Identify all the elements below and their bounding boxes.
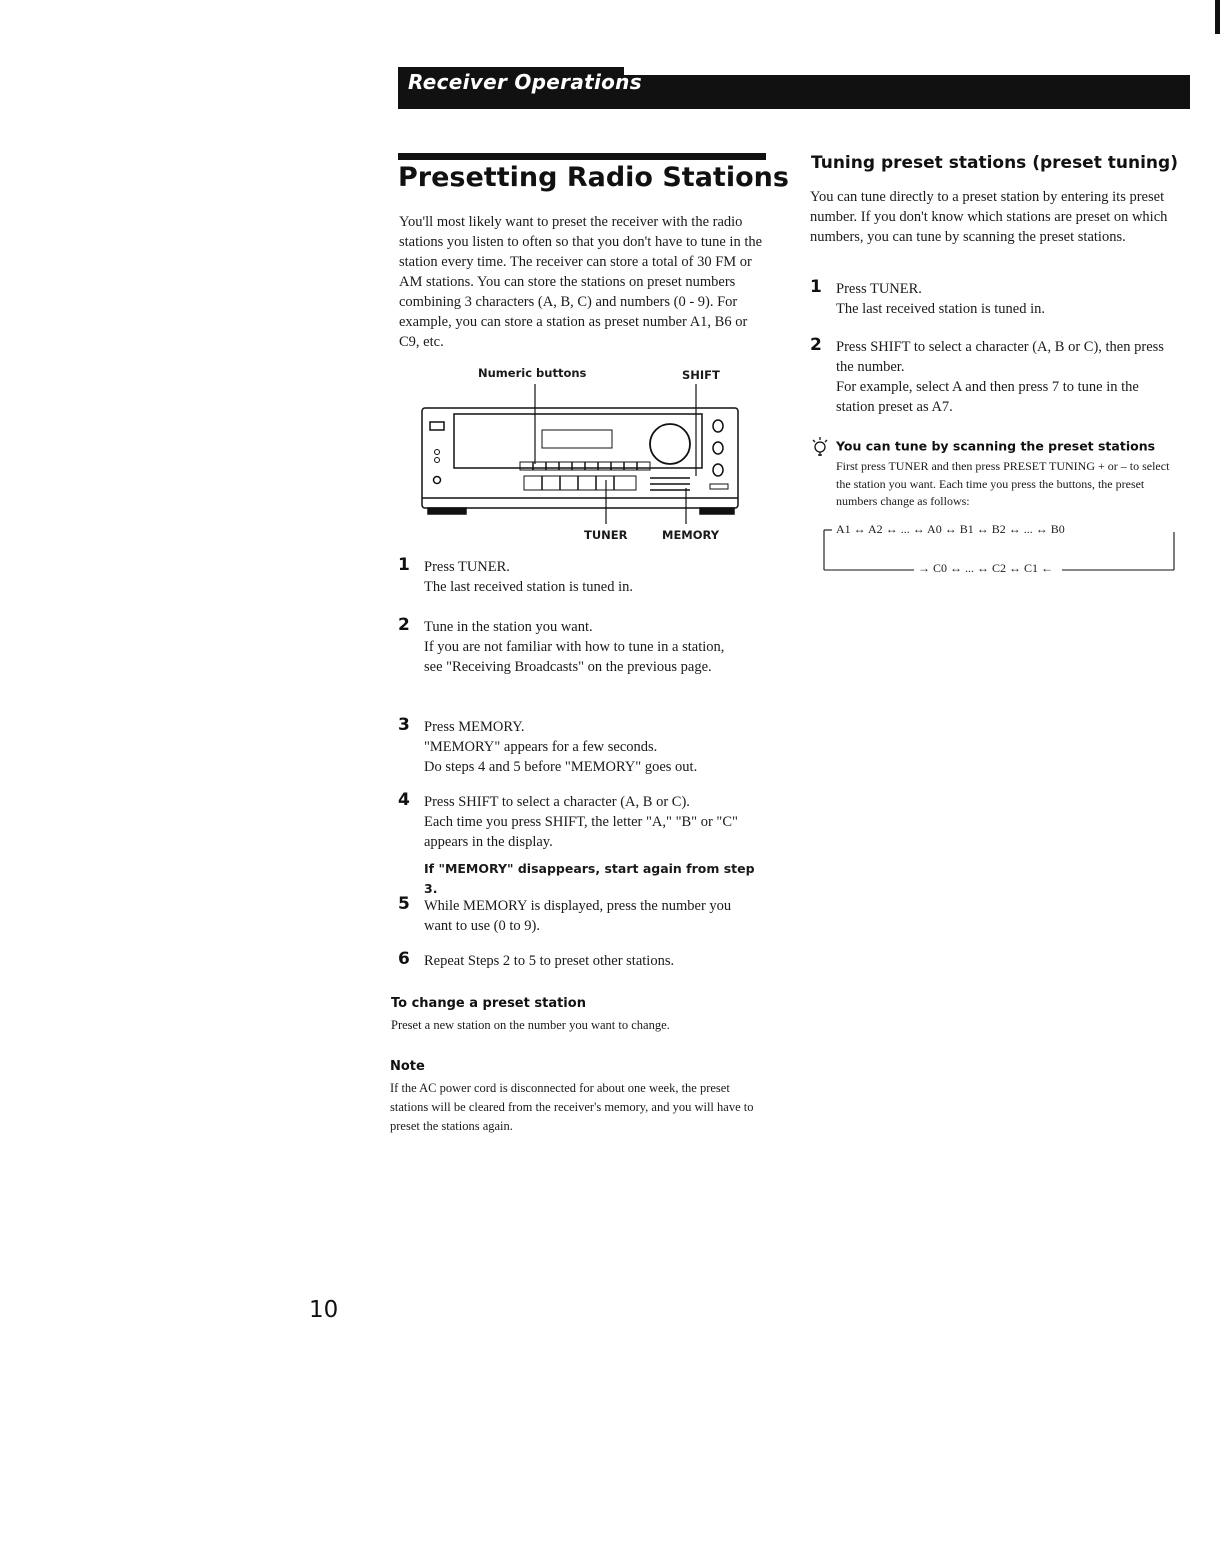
cycle-item: ... <box>1023 522 1033 536</box>
step-text: Press SHIFT to select a character (A, B or C). Each time you press SHIFT, the letter "A," "B" or "C" appears in the display. <box>424 794 738 850</box>
cycle-item: A2 <box>868 522 883 536</box>
double-arrow-icon: ↔ <box>977 561 990 575</box>
cycle-item: ... <box>900 522 910 536</box>
change-preset-text: Preset a new station on the number you want to change. <box>391 1018 670 1032</box>
arrow-left-icon: ← <box>1041 561 1054 575</box>
arrow-right-icon: → <box>918 561 930 575</box>
cycle-item: A0 <box>927 522 942 536</box>
preset-tuning-intro: You can tune directly to a preset station by entering its preset number. If you don't know which stations are preset on which numbers, you can tune by scanning the preset stations. <box>810 189 1168 245</box>
step-number: 2 <box>810 335 822 355</box>
step-number: 2 <box>398 615 410 635</box>
preset-cycle-diagram <box>818 518 1180 580</box>
step-number: 3 <box>398 715 410 735</box>
cycle-item: C1 <box>1024 561 1039 575</box>
double-arrow-icon: ↔ <box>912 522 925 536</box>
lightbulb-icon <box>810 436 832 458</box>
note-text: If the AC power cord is disconnected for about one week, the preset stations will be cleared from the receiver's memory, and you will have to preset the stations again. <box>390 1081 754 1133</box>
step-text: Press TUNER. The last received station is tuned in. <box>424 559 633 595</box>
memory-label: MEMORY <box>662 528 720 542</box>
double-arrow-icon: ↔ <box>1035 522 1048 536</box>
double-arrow-icon: ↔ <box>950 561 963 575</box>
intro-paragraph: You'll most likely want to preset the receiver with the radio stations you listen to often so that you don't have to tune in the station every time. The receiver can store a total of 30 FM or AM stations. You can store the stations on preset numbers combining 3 characters (A, B, C) and numbers (0 - 9). For example, you can store a station as preset number A1, B6 or C9, etc. <box>399 214 763 350</box>
double-arrow-icon: ↔ <box>853 522 866 536</box>
page-edge-mark <box>1215 0 1220 34</box>
double-arrow-icon: ↔ <box>885 522 898 536</box>
power-button <box>430 422 444 430</box>
step-number: 4 <box>398 790 410 810</box>
step-text: Tune in the station you want. If you are not familiar with how to tune in a station, see "Receiving Broadcasts" on the previous page. <box>424 619 725 675</box>
section-header-highlight <box>624 67 1190 75</box>
cycle-item: C2 <box>992 561 1007 575</box>
double-arrow-icon: ↔ <box>976 522 989 536</box>
cycle-item: B1 <box>959 522 974 536</box>
page-title: Presetting Radio Stations <box>398 162 789 193</box>
section-title: Receiver Operations <box>408 70 642 94</box>
step-number: 1 <box>810 277 822 297</box>
tip-heading <box>810 436 1155 458</box>
double-arrow-icon: ↔ <box>1008 522 1021 536</box>
step-number: 5 <box>398 894 410 914</box>
cycle-item: A1 <box>836 522 851 536</box>
tip-text: First press TUNER and then press PRESET TUNING + or – to select the station you want. Each time you press the buttons, the preset numbers change as follows: <box>836 459 1170 508</box>
cycle-top-row <box>836 522 1065 537</box>
page-number: 10 <box>309 1297 339 1323</box>
step-number: 1 <box>398 555 410 575</box>
tip-heading-text: You can tune by scanning the preset stations <box>836 438 1156 454</box>
step-text: Press SHIFT to select a character (A, B or C), then press the number. For example, select A and then press 7 to tune in the station preset as A7. <box>836 339 1164 415</box>
step-text: Repeat Steps 2 to 5 to preset other stations. <box>424 953 675 969</box>
double-arrow-icon: ↔ <box>944 522 957 536</box>
preset-tuning-heading: Tuning preset stations (preset tuning) <box>811 153 1178 173</box>
cycle-item: B0 <box>1050 522 1065 536</box>
step-warning: If "MEMORY" disappears, start again from step 3. <box>424 861 755 896</box>
cycle-item: ... <box>965 561 975 575</box>
tuning-knob <box>650 424 690 464</box>
cycle-item: B2 <box>991 522 1006 536</box>
title-rule <box>398 153 766 160</box>
note-heading: Note <box>390 1059 425 1074</box>
step-text: Press TUNER. The last received station is tuned in. <box>836 281 1045 317</box>
change-preset-heading: To change a preset station <box>391 996 586 1011</box>
numeric-buttons-label: Numeric buttons <box>478 366 587 380</box>
shift-label: SHIFT <box>682 368 720 382</box>
step-number: 6 <box>398 949 410 969</box>
tuner-label: TUNER <box>584 528 628 542</box>
receiver-illustration <box>420 384 740 524</box>
step-text: Press MEMORY. "MEMORY" appears for a few seconds. Do steps 4 and 5 before "MEMORY" goes out. <box>424 719 698 775</box>
step-text: While MEMORY is displayed, press the number you want to use (0 to 9). <box>424 898 732 934</box>
receiver-figure <box>420 364 740 546</box>
receiver-body <box>422 408 738 508</box>
cycle-bottom-row <box>918 561 1053 576</box>
cycle-item: C0 <box>933 561 948 575</box>
step-body <box>424 792 764 899</box>
double-arrow-icon: ↔ <box>1009 561 1022 575</box>
